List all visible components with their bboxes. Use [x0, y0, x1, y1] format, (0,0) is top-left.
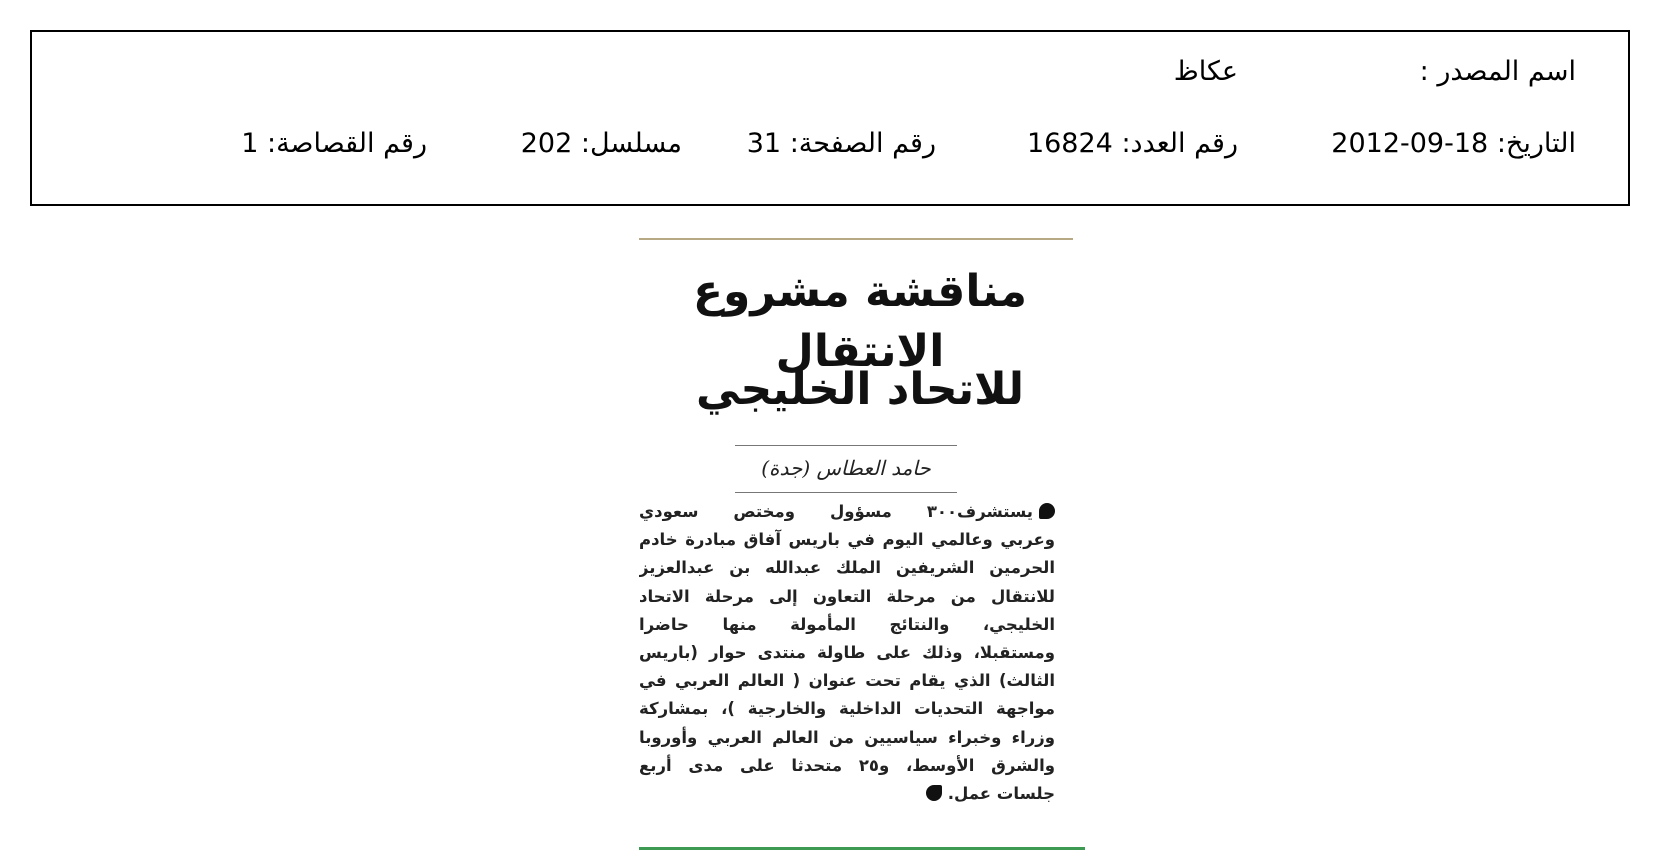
byline-bottom-rule [735, 492, 957, 493]
serial-value: 202 [520, 128, 573, 159]
clipping-top-rule [639, 238, 1073, 240]
body-line: مواجهة التحديات الداخلية والخارجية )، بمشاركة [639, 699, 1055, 719]
body-line: يستشرف٣٠٠ مسؤول ومختص سعودي [639, 498, 1055, 526]
clipping-bottom-rule [639, 847, 1085, 850]
body-line: ومستقبلا، وذلك على طاولة منتدى حوار (باريس [639, 643, 1055, 663]
page-label: رقم الصفحة: [789, 128, 936, 159]
source-label: اسم المصدر : [1419, 56, 1576, 87]
clip-number-label: رقم القصاصة: [266, 128, 427, 159]
clip-number-field [241, 128, 427, 160]
body-line: الخليجي، والنتائج المأمولة منها حاضرا [639, 614, 1055, 634]
serial-field [521, 128, 682, 160]
issue-value: 16824 [1026, 128, 1113, 159]
page-field [747, 128, 936, 160]
source-value: عكاظ [1173, 56, 1238, 87]
body-line: جلسات عمل. [639, 780, 1055, 808]
clip-number-value: 1 [241, 128, 259, 159]
date-label: التاريخ: [1496, 128, 1576, 159]
byline-top-rule [735, 445, 957, 446]
body-line: وزراء وخبراء سياسيين من العالم العربي وأوروبا [639, 727, 1055, 747]
body-line: الحرمين الشريفين الملك عبدالله بن عبدالعزيز [639, 558, 1055, 578]
clipping-header-box [30, 30, 1630, 206]
byline: حامد العطاس (جدة) [761, 456, 931, 480]
headline-line-1: مناقشة مشروع الانتقال [692, 266, 1028, 377]
article-body [639, 498, 1055, 808]
page-value: 31 [746, 128, 782, 159]
body-line: والشرق الأوسط، و٢٥ متحدثا على مدى أربع [639, 755, 1055, 775]
date-field [1331, 128, 1576, 160]
serial-label: مسلسل: [580, 128, 682, 159]
body-line: وعربي وعالمي اليوم في باريس آفاق مبادرة خادم [639, 530, 1055, 550]
issue-label: رقم العدد: [1121, 128, 1238, 159]
newspaper-clipping [632, 238, 1088, 850]
issue-field [1027, 128, 1238, 160]
body-line: للانتقال من مرحلة التعاون إلى مرحلة الاتحاد [639, 586, 1055, 606]
body-line: الثالث) الذي يقام تحت عنوان ( العالم العربي في [639, 671, 1055, 691]
date-value: 2012-09-18 [1331, 128, 1489, 159]
headline-line-2: للاتحاد الخليجي [695, 364, 1025, 415]
quote-open-icon [1039, 503, 1055, 519]
quote-close-icon [926, 785, 942, 801]
